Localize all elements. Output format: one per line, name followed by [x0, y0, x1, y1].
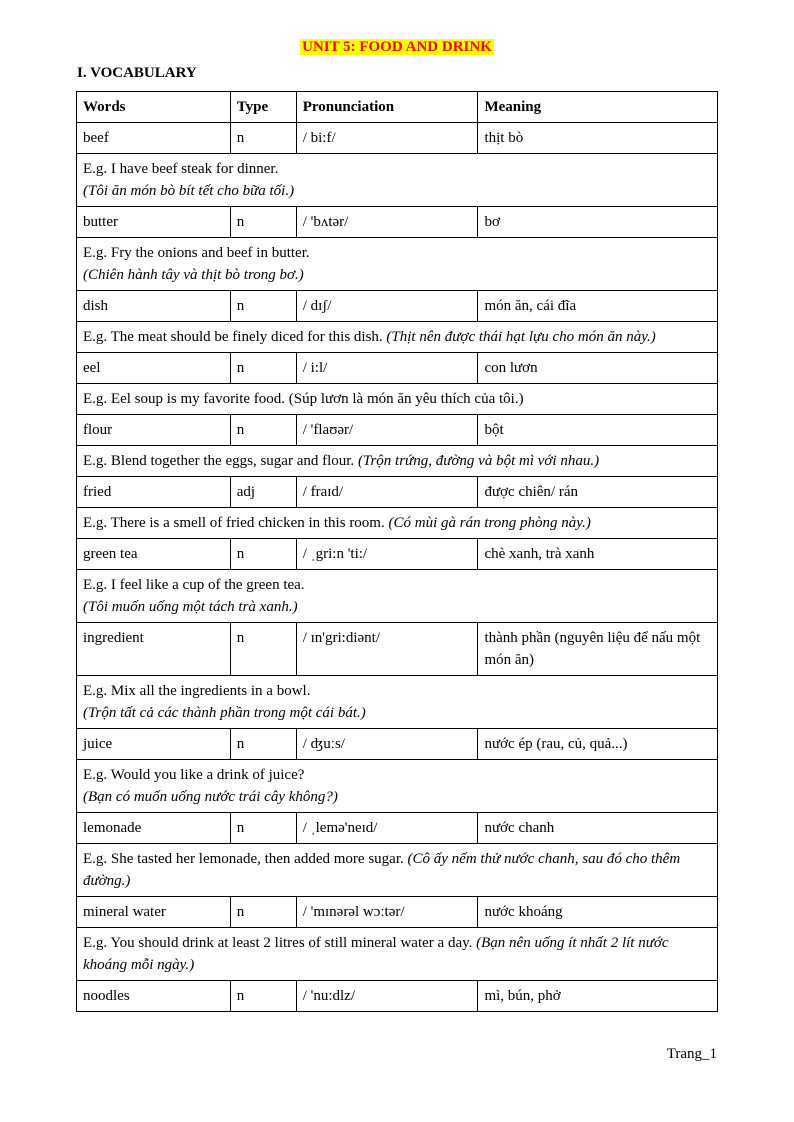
type-cell: n	[230, 813, 296, 844]
meaning-cell: bơ	[478, 207, 718, 238]
type-cell: n	[230, 207, 296, 238]
example-translation: (Tôi muốn uống một tách trà xanh.)	[83, 599, 298, 615]
table-row	[77, 539, 718, 570]
type-cell: n	[230, 539, 296, 570]
example-row	[77, 322, 718, 353]
word-cell: ingredient	[77, 623, 231, 676]
pronunciation-cell: / 'mɪnərəl wɔːtər/	[296, 897, 478, 928]
table-row	[77, 813, 718, 844]
pronunciation-cell: / 'bʌtər/	[296, 207, 478, 238]
type-cell: n	[230, 729, 296, 760]
example-sentence: E.g. Eel soup is my favorite food. (Súp lươn là món ăn yêu thích của tôi.)	[83, 391, 524, 407]
pronunciation-cell: / ˌgri:n 'ti:/	[296, 539, 478, 570]
example-sentence: E.g. Blend together the eggs, sugar and flour.	[83, 453, 355, 469]
pronunciation-cell: / fraɪd/	[296, 477, 478, 508]
example-cell	[77, 384, 718, 415]
type-cell: n	[230, 981, 296, 1012]
type-cell: n	[230, 123, 296, 154]
type-cell: adj	[230, 477, 296, 508]
example-cell	[77, 154, 718, 207]
example-row	[77, 844, 718, 897]
example-row	[77, 928, 718, 981]
example-cell	[77, 844, 718, 897]
unit-title: UNIT 5: FOOD AND DRINK	[302, 39, 492, 55]
type-cell: n	[230, 623, 296, 676]
example-translation: (Tôi ăn món bò bít tết cho bữa tối.)	[83, 183, 295, 199]
word-cell: dish	[77, 291, 231, 322]
type-cell: n	[230, 291, 296, 322]
table-row	[77, 477, 718, 508]
example-cell	[77, 760, 718, 813]
example-row	[77, 384, 718, 415]
word-cell: beef	[77, 123, 231, 154]
example-sentence: E.g. The meat should be finely diced for this dish.	[83, 329, 383, 345]
example-sentence: E.g. She tasted her lemonade, then added more sugar.	[83, 851, 404, 867]
meaning-cell: nước chanh	[478, 813, 718, 844]
example-translation: (Bạn có muốn uống nước trái cây không?)	[83, 789, 338, 805]
example-translation: (Trộn trứng, đường và bột mì với nhau.)	[357, 453, 600, 469]
section-heading: I. VOCABULARY	[77, 65, 197, 81]
example-translation: (Thịt nên được thái hạt lựu cho món ăn này.)	[386, 329, 656, 345]
meaning-cell: thành phần (nguyên liệu để nấu một món ăn)	[478, 623, 718, 676]
title-wrap	[0, 38, 794, 56]
meaning-cell: nước khoáng	[478, 897, 718, 928]
word-cell: butter	[77, 207, 231, 238]
word-cell: eel	[77, 353, 231, 384]
word-cell: noodles	[77, 981, 231, 1012]
word-cell: juice	[77, 729, 231, 760]
example-translation: (Trộn tất cả các thành phần trong một cái bát.)	[83, 705, 366, 721]
table-row	[77, 729, 718, 760]
type-cell: n	[230, 897, 296, 928]
table-row	[77, 123, 718, 154]
meaning-cell: chè xanh, trà xanh	[478, 539, 718, 570]
meaning-cell: mì, bún, phở	[478, 981, 718, 1012]
word-cell: lemonade	[77, 813, 231, 844]
example-cell	[77, 676, 718, 729]
pronunciation-cell: / ɪn'gri:diənt/	[296, 623, 478, 676]
example-row	[77, 508, 718, 539]
table-row	[77, 415, 718, 446]
example-sentence: E.g. There is a smell of fried chicken in this room.	[83, 515, 385, 531]
word-cell: flour	[77, 415, 231, 446]
example-sentence: E.g. Would you like a drink of juice?	[83, 767, 305, 783]
vocabulary-body	[77, 123, 718, 1012]
example-cell	[77, 446, 718, 477]
header-pronunciation: Pronunciation	[296, 92, 478, 123]
pronunciation-cell: / 'flaʊər/	[296, 415, 478, 446]
table-row	[77, 623, 718, 676]
table-row	[77, 291, 718, 322]
example-cell	[77, 928, 718, 981]
pronunciation-cell: / ˌlemə'neɪd/	[296, 813, 478, 844]
meaning-cell: thịt bò	[478, 123, 718, 154]
example-sentence: E.g. I have beef steak for dinner.	[83, 161, 279, 177]
meaning-cell: bột	[478, 415, 718, 446]
pronunciation-cell: / ʤuːs/	[296, 729, 478, 760]
example-sentence: E.g. Fry the onions and beef in butter.	[83, 245, 310, 261]
example-cell	[77, 322, 718, 353]
type-cell: n	[230, 415, 296, 446]
meaning-cell: nước ép (rau, củ, quả...)	[478, 729, 718, 760]
meaning-cell: con lươn	[478, 353, 718, 384]
example-row	[77, 760, 718, 813]
header-row	[77, 92, 718, 123]
example-translation: (Chiên hành tây và thịt bò trong bơ.)	[83, 267, 304, 283]
table-row	[77, 353, 718, 384]
example-row	[77, 570, 718, 623]
table-row	[77, 981, 718, 1012]
type-cell: n	[230, 353, 296, 384]
example-row	[77, 238, 718, 291]
word-cell: green tea	[77, 539, 231, 570]
example-cell	[77, 508, 718, 539]
example-translation: (Cô ấy nếm thử nước chanh, sau đó cho thêm đường.)	[83, 851, 681, 889]
table-row	[77, 207, 718, 238]
header-words: Words	[77, 92, 231, 123]
example-cell	[77, 570, 718, 623]
pronunciation-cell: / i:l/	[296, 353, 478, 384]
example-cell	[77, 238, 718, 291]
word-cell: mineral water	[77, 897, 231, 928]
header-type: Type	[230, 92, 296, 123]
pronunciation-cell: / 'nu:dlz/	[296, 981, 478, 1012]
page-footer: Trang_1	[666, 1046, 717, 1062]
header-meaning: Meaning	[478, 92, 718, 123]
word-cell: fried	[77, 477, 231, 508]
example-translation: (Có mùi gà rán trong phòng này.)	[388, 515, 591, 531]
example-sentence: E.g. Mix all the ingredients in a bowl.	[83, 683, 311, 699]
example-row	[77, 676, 718, 729]
example-translation: (Bạn nên uống ít nhất 2 lít nước khoáng mỗi ngày.)	[83, 935, 669, 973]
example-sentence: E.g. I feel like a cup of the green tea.	[83, 577, 305, 593]
example-row	[77, 154, 718, 207]
example-sentence: E.g. You should drink at least 2 litres of still mineral water a day.	[83, 935, 473, 951]
pronunciation-cell: / dɪʃ/	[296, 291, 478, 322]
pronunciation-cell: / bi:f/	[296, 123, 478, 154]
example-row	[77, 446, 718, 477]
meaning-cell: món ăn, cái đĩa	[478, 291, 718, 322]
table-row	[77, 897, 718, 928]
meaning-cell: được chiên/ rán	[478, 477, 718, 508]
vocabulary-table	[76, 91, 718, 1012]
